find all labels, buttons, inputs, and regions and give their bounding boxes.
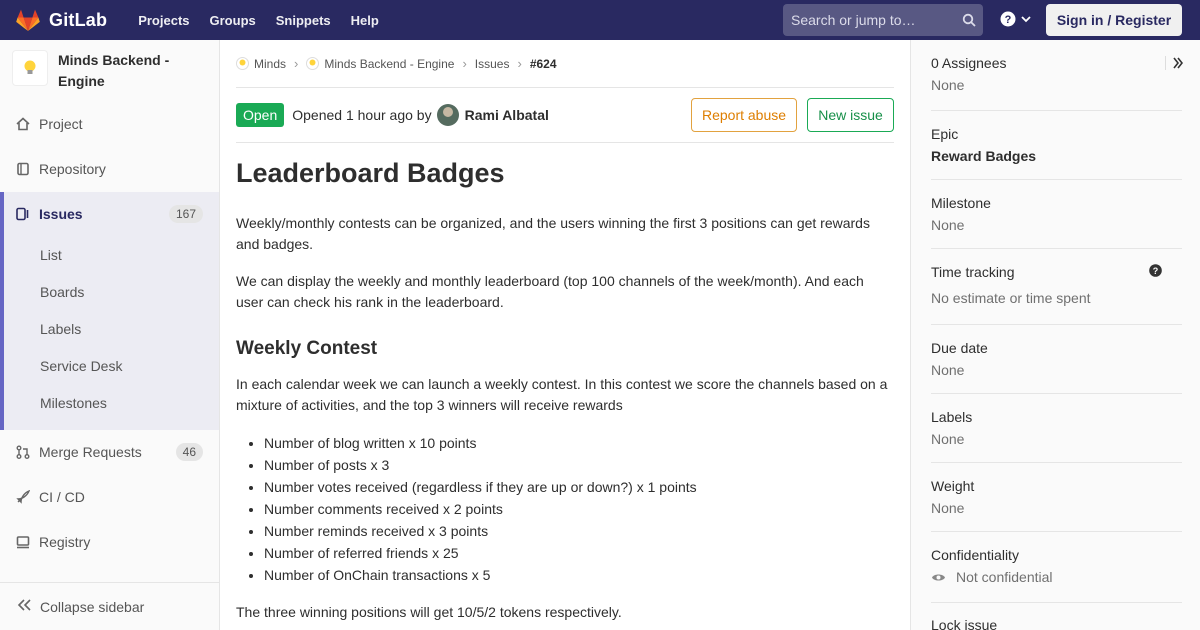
scoring-list: [264, 432, 697, 586]
sidebar-subitem-labels[interactable]: Labels: [40, 321, 82, 337]
divider: [931, 393, 1182, 394]
confidentiality-value-row: [931, 569, 1182, 585]
sidebar-item-ci-cd[interactable]: [0, 475, 219, 519]
book-icon: [16, 162, 38, 176]
list-item: • Number votes received (regardless if they are up or down?) x 1 points: [264, 476, 697, 498]
divider: [931, 248, 1182, 249]
description-paragraph: Weekly/monthly contests can be organized, and the users winning the first 3 positions can get rewards and badges.: [236, 215, 870, 252]
confidentiality-block: [931, 547, 1182, 585]
section-heading: Weekly Contest: [236, 338, 378, 359]
epic-title: Epic: [931, 126, 959, 142]
description-paragraph: The three winning positions will get 10/5/2 tokens respectively.: [236, 604, 622, 620]
nav-snippets[interactable]: Snippets: [275, 12, 331, 28]
container-icon: [16, 535, 38, 549]
divider: [931, 179, 1182, 180]
lightbulb-icon: [236, 57, 249, 70]
status-badge: Open: [236, 103, 284, 127]
sidebar-subitem-milestones[interactable]: Milestones: [40, 395, 107, 411]
gitlab-logo-icon: [16, 9, 40, 31]
nav-help[interactable]: Help: [350, 12, 379, 28]
weight-title: Weight: [931, 478, 975, 494]
breadcrumb-project[interactable]: [306, 57, 454, 71]
lightbulb-icon: [306, 57, 319, 70]
time-tracking-block: [931, 264, 1182, 306]
divider: [931, 602, 1182, 603]
divider: [931, 110, 1182, 111]
due-date-block: [931, 340, 1182, 378]
sidebar-subitem-boards[interactable]: Boards: [40, 284, 85, 300]
list-item: • Number of referred friends x 25: [264, 542, 697, 564]
lock-issue-title: Lock issue: [931, 617, 998, 630]
question-circle-icon[interactable]: [1149, 264, 1162, 280]
search-input[interactable]: [783, 4, 983, 36]
milestone-value: None: [931, 217, 965, 233]
time-tracking-title: Time tracking: [931, 264, 1015, 280]
divider: [236, 87, 894, 88]
top-navbar: [0, 0, 1200, 40]
sidebar-item-label: Project: [39, 116, 83, 132]
milestone-title: Milestone: [931, 195, 991, 211]
merge-icon: [16, 445, 38, 459]
epic-value[interactable]: Reward Badges: [931, 148, 1037, 164]
rocket-icon: [16, 490, 38, 504]
double-chevron-left-icon: [16, 598, 40, 615]
svg-text:?: ?: [1152, 266, 1159, 276]
divider: [931, 531, 1182, 532]
sidebar-subitem-list[interactable]: List: [40, 247, 62, 263]
sidebar-item-label: Issues: [39, 206, 83, 222]
list-item: • Number of posts x 3: [264, 454, 697, 476]
assignees-block: [931, 55, 1182, 93]
lightbulb-icon: [23, 59, 37, 77]
nav-projects[interactable]: Projects: [138, 12, 190, 28]
sidebar-item-label: Registry: [39, 534, 91, 550]
divider: [931, 462, 1182, 463]
svg-text:?: ?: [1004, 14, 1012, 26]
breadcrumb-issues[interactable]: Issues: [474, 56, 510, 71]
chevron-right-icon: ›: [517, 56, 522, 71]
due-date-title: Due date: [931, 340, 988, 356]
sidebar-item-label: CI / CD: [39, 489, 85, 505]
assignees-value: None: [931, 77, 965, 93]
sidebar-item-label: Merge Requests: [39, 444, 142, 460]
lock-issue-block: [931, 617, 1182, 630]
breadcrumb-minds[interactable]: [236, 57, 286, 71]
confidentiality-title: Confidentiality: [931, 547, 1019, 563]
milestone-block: [931, 195, 1182, 233]
project-sidebar: [0, 40, 220, 630]
project-name: Minds Backend - Engine: [58, 52, 170, 89]
time-tracking-value: No estimate or time spent: [931, 290, 1091, 306]
report-abuse-button[interactable]: Report abuse: [691, 98, 797, 132]
chevron-right-icon: ›: [462, 56, 467, 71]
issue-status-row: [236, 98, 894, 132]
collapse-sidebar-button[interactable]: [0, 582, 219, 630]
opened-text: Opened 1 hour ago by: [292, 107, 432, 123]
divider: [236, 142, 894, 143]
collapse-sidebar-label: Collapse sidebar: [40, 598, 145, 615]
help-dropdown[interactable]: [1000, 11, 1032, 27]
epic-block: [931, 126, 1182, 164]
list-item: • Number of OnChain transactions x 5: [264, 564, 697, 586]
breadcrumb-label: Minds: [254, 56, 287, 71]
breadcrumb-label: Minds Backend - Engine: [324, 56, 455, 71]
sidebar-item-repository[interactable]: [0, 147, 219, 191]
list-item: • Number of blog written x 10 points: [264, 432, 697, 454]
brand-name: GitLab: [49, 9, 108, 30]
search-placeholder: Search or jump to…: [791, 12, 916, 28]
assignees-title: 0 Assignees: [931, 55, 1007, 71]
weight-block: [931, 478, 1182, 516]
confidentiality-value: Not confidential: [956, 569, 1053, 585]
due-date-value: None: [931, 362, 965, 378]
project-header[interactable]: [12, 50, 198, 92]
avatar[interactable]: [437, 104, 459, 126]
chevron-down-icon: [1020, 14, 1032, 24]
search-icon: [955, 13, 983, 27]
description-paragraph: In each calendar week we can launch a weekly contest. In this contest we score the channels based on a mixture of activities, and the top 3 winners will receive rewards: [236, 376, 888, 413]
issues-count-badge: 167: [169, 205, 203, 223]
project-avatar: [12, 50, 48, 86]
sidebar-item-project[interactable]: [0, 102, 219, 146]
weight-value: None: [931, 500, 965, 516]
nav-groups[interactable]: Groups: [209, 12, 256, 28]
home-icon: [16, 117, 38, 131]
issues-icon: [16, 207, 38, 221]
labels-title: Labels: [931, 409, 973, 425]
breadcrumb-issue-number[interactable]: #624: [529, 56, 557, 71]
sidebar-item-issues[interactable]: [0, 192, 219, 236]
list-item: • Number reminds received x 3 points: [264, 520, 697, 542]
eye-icon: [931, 572, 946, 583]
question-icon: [1000, 11, 1016, 27]
labels-value: None: [931, 431, 965, 447]
chevron-right-icon: ›: [294, 56, 299, 71]
sidebar-item-label: Repository: [39, 161, 106, 177]
sign-in-button[interactable]: Sign in / Register: [1046, 4, 1182, 36]
breadcrumb: [236, 56, 557, 71]
new-issue-button[interactable]: New issue: [807, 98, 894, 132]
issue-title: Leaderboard Badges: [236, 158, 505, 188]
sidebar-item-registry[interactable]: [0, 520, 219, 564]
sidebar-item-merge-requests[interactable]: [0, 430, 219, 474]
description-paragraph: We can display the weekly and monthly leaderboard (top 100 channels of the week/month). And each user can check his rank in the leaderboard.: [236, 273, 864, 310]
divider: [931, 324, 1182, 325]
gitlab-home-link[interactable]: [16, 0, 107, 40]
list-item: • Number comments received x 2 points: [264, 498, 697, 520]
labels-block: [931, 409, 1182, 447]
issue-main-content: [236, 40, 894, 630]
sidebar-subitem-service-desk[interactable]: Service Desk: [40, 358, 123, 374]
author-name[interactable]: Rami Albatal: [464, 107, 549, 123]
merge-requests-count-badge: 46: [176, 443, 203, 461]
issue-right-sidebar: [910, 40, 1200, 630]
